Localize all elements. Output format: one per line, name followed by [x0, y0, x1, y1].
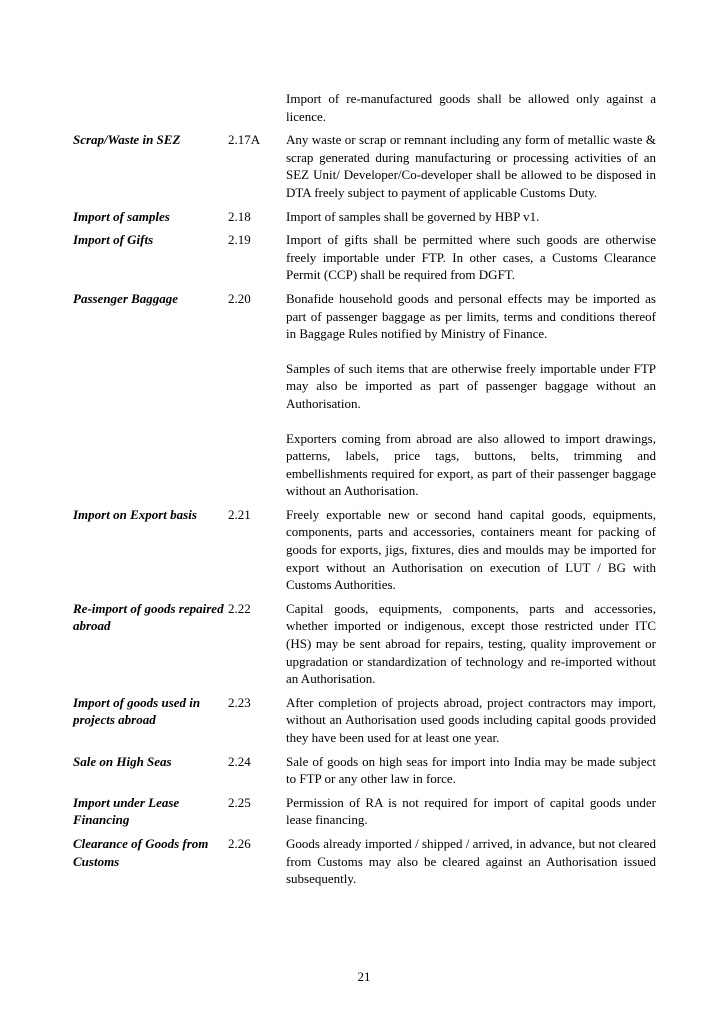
- row-heading: Re-import of goods repaired abroad: [73, 600, 224, 634]
- row-body: [286, 131, 656, 201]
- row-number: 2.20: [228, 290, 251, 306]
- row-paragraph: Bonafide household goods and personal effects may be imported as part of passenger baggage as per limits, terms and conditions thereof in Baggage Rules notified by Ministry of Finance.: [286, 290, 656, 342]
- table-row: [73, 231, 656, 284]
- row-paragraph: Sale of goods on high seas for import into India may be made subject to FTP or any other law in force.: [286, 753, 656, 787]
- row-heading: Import of Gifts: [73, 232, 154, 248]
- row-number: 2.22: [228, 600, 251, 616]
- row-heading: Import of goods used in projects abroad: [73, 694, 201, 728]
- row-number: 2.17A: [228, 132, 261, 148]
- table-row: [73, 753, 656, 788]
- table-row: [73, 290, 656, 500]
- policy-table: [73, 90, 656, 894]
- table-row: [73, 794, 656, 829]
- row-number: 2.25: [228, 794, 251, 810]
- row-heading: Import under Lease Financing: [73, 794, 180, 828]
- row-paragraph: Goods already imported / shipped / arrived, in advance, but not cleared from Customs may also be cleared against an Authorisation issued subsequently.: [286, 835, 656, 887]
- row-body: [286, 290, 656, 500]
- row-paragraph: Import of re-manufactured goods shall be allowed only against a licence.: [286, 91, 656, 124]
- row-body: [286, 694, 656, 747]
- row-paragraph: Permission of RA is not required for import of capital goods under lease financing.: [286, 794, 656, 828]
- row-paragraph: Freely exportable new or second hand capital goods, equipments, components, parts and accessories, containers meant for packing of goods for exports, jigs, fixtures, dies and moulds may be imported for export without an Authorisation on execution of LUT / BG with Customs Authorities.: [286, 506, 656, 593]
- row-body: [286, 600, 656, 688]
- row-body: [286, 208, 656, 226]
- row-body: [286, 835, 656, 888]
- table-row: [73, 506, 656, 594]
- row-body: [286, 506, 656, 594]
- table-row: [73, 600, 656, 688]
- row-paragraph: Any waste or scrap or remnant including any form of metallic waste & scrap generated during manufacturing or processing activities of an SEZ Unit/ Developer/Co-developer shall be allowed to be disposed in DTA freely subject to payment of applicable Customs Duty.: [286, 132, 656, 200]
- row-paragraph: Import of samples shall be governed by HBP v1.: [286, 208, 540, 224]
- row-body: [286, 753, 656, 788]
- row-heading: Import of samples: [73, 208, 170, 224]
- page-number: 21: [357, 969, 371, 984]
- row-paragraph: Import of gifts shall be permitted where such goods are otherwise freely importable under FTP. In other cases, a Customs Clearance Permit (CCP) shall be required from DGFT.: [286, 232, 656, 283]
- table-row: [73, 835, 656, 888]
- table-row: [73, 694, 656, 747]
- row-number: 2.19: [228, 232, 251, 248]
- row-heading: Clearance of Goods from Customs: [73, 835, 209, 869]
- row-heading: Import on Export basis: [73, 506, 197, 522]
- row-heading: Sale on High Seas: [73, 753, 172, 769]
- row-paragraph: Samples of such items that are otherwise freely importable under FTP may also be imported as part of passenger baggage without an Authorisation.: [286, 360, 656, 411]
- row-number: 2.18: [228, 208, 251, 224]
- row-paragraph: Capital goods, equipments, components, parts and accessories, whether imported or indigenous, except those restricted under ITC (HS) may be sent abroad for repairs, testing, quality improvement or upgradation or standardization of technology and re-imported without an Authorisation.: [286, 600, 656, 687]
- row-number: 2.21: [228, 506, 251, 522]
- row-number: 2.24: [228, 753, 251, 769]
- row-number: 2.23: [228, 694, 251, 710]
- table-row: [73, 208, 656, 226]
- table-row: [73, 131, 656, 201]
- row-body: [286, 90, 656, 125]
- table-row: [73, 90, 656, 125]
- row-paragraph: After completion of projects abroad, project contractors may import, without an Authorisation used goods including capital goods provided they have been used for at least one year.: [286, 694, 656, 745]
- row-body: [286, 794, 656, 829]
- row-body: [286, 231, 656, 284]
- row-paragraph: Exporters coming from abroad are also allowed to import drawings, patterns, labels, price tags, buttons, belts, trimming and embellishments required for export, as part of their passenger baggage without an Authorisation.: [286, 430, 656, 499]
- row-heading: Passenger Baggage: [73, 290, 179, 306]
- row-number: 2.26: [228, 835, 251, 851]
- row-heading: Scrap/Waste in SEZ: [73, 132, 181, 148]
